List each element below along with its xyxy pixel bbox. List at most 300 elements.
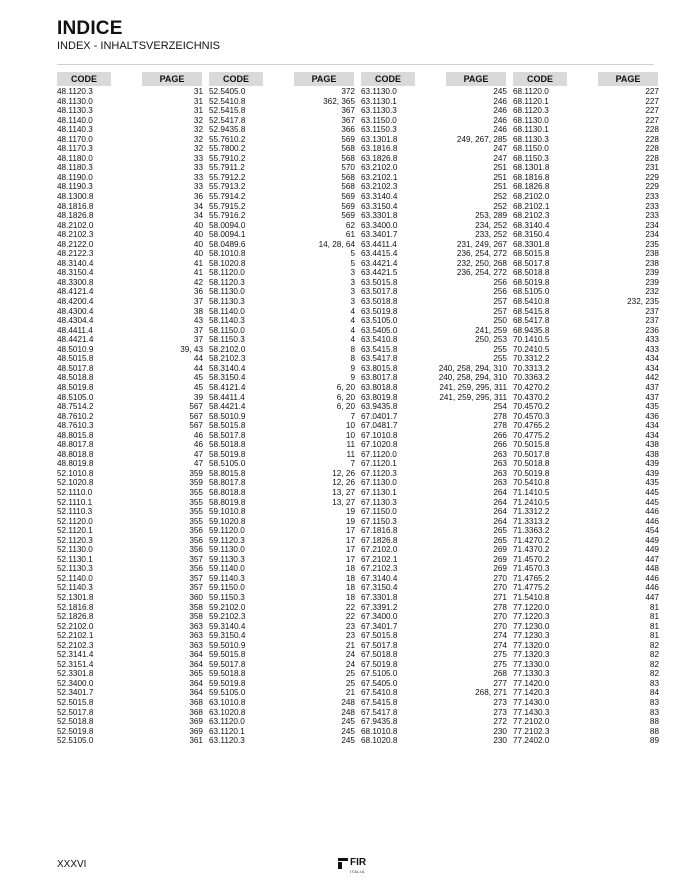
index-row bbox=[207, 326, 357, 336]
part-code: 58.0489.6 bbox=[209, 239, 246, 249]
part-code: 58.4411.4 bbox=[209, 392, 245, 402]
part-code: 58.1140.0 bbox=[209, 306, 245, 316]
part-code: 68.5417.8 bbox=[513, 316, 550, 326]
page-ref: 358 bbox=[189, 612, 203, 622]
index-rows bbox=[511, 87, 661, 746]
index-row bbox=[55, 316, 205, 326]
part-code: 55.7910.2 bbox=[209, 153, 246, 163]
index-row bbox=[55, 125, 205, 135]
index-row bbox=[359, 536, 509, 546]
part-code: 58.1140.3 bbox=[209, 316, 245, 326]
part-code: 63.1130.0 bbox=[361, 87, 397, 96]
part-code: 67.3140.4 bbox=[361, 573, 398, 583]
index-row bbox=[511, 259, 661, 269]
part-code: 59.5010.9 bbox=[209, 640, 246, 650]
page-ref: 434 bbox=[645, 421, 659, 431]
page-ref: 369 bbox=[189, 717, 203, 727]
page-ref: 245 bbox=[341, 726, 355, 736]
page-ref: 36 bbox=[193, 192, 203, 202]
part-code: 67.5405.0 bbox=[361, 678, 398, 688]
page-ref: 252 bbox=[493, 201, 507, 211]
index-row bbox=[207, 536, 357, 546]
part-code: 71.1410.5 bbox=[513, 487, 550, 497]
index-row bbox=[55, 326, 205, 336]
index-row bbox=[55, 536, 205, 546]
part-code: 59.1150.0 bbox=[209, 583, 245, 593]
part-code: 52.5015.8 bbox=[57, 698, 94, 707]
index-row bbox=[511, 354, 661, 364]
index-row bbox=[207, 154, 357, 164]
page-ref: 5 bbox=[350, 249, 355, 259]
page-ref: 6, 20 bbox=[336, 402, 355, 412]
part-code: 48.2102.0 bbox=[57, 220, 94, 230]
part-code: 68.1020.8 bbox=[361, 736, 398, 746]
index-rows bbox=[359, 87, 509, 746]
index-row bbox=[207, 583, 357, 593]
index-row bbox=[207, 354, 357, 364]
part-code: 52.9435.8 bbox=[209, 125, 246, 135]
index-row bbox=[511, 478, 661, 488]
index-row bbox=[359, 297, 509, 307]
part-code: 52.5405.0 bbox=[209, 87, 246, 96]
page-ref: 269 bbox=[493, 554, 507, 564]
page-ref: 246 bbox=[493, 106, 507, 116]
index-row bbox=[207, 240, 357, 250]
index-row bbox=[511, 307, 661, 317]
index-row bbox=[55, 669, 205, 679]
index-row bbox=[359, 736, 509, 746]
part-code: 67.1150.0 bbox=[361, 507, 397, 517]
index-row bbox=[55, 182, 205, 192]
index-row bbox=[207, 373, 357, 383]
index-row bbox=[359, 144, 509, 154]
part-code: 77.1330.3 bbox=[513, 669, 550, 679]
index-row bbox=[55, 297, 205, 307]
part-code: 52.2102.0 bbox=[57, 621, 94, 631]
part-code: 48.4300.4 bbox=[57, 306, 94, 316]
index-row bbox=[511, 268, 661, 278]
index-row bbox=[511, 488, 661, 498]
part-code: 63.2102.0 bbox=[361, 163, 398, 173]
page-ref: 233 bbox=[645, 201, 659, 211]
page-ref: 33 bbox=[193, 182, 203, 192]
part-code: 52.1110.1 bbox=[57, 497, 93, 507]
page-ref: 23 bbox=[345, 631, 355, 641]
page-ref: 446 bbox=[645, 583, 659, 593]
index-row bbox=[359, 708, 509, 718]
page-ref: 356 bbox=[189, 526, 203, 536]
index-row bbox=[207, 498, 357, 508]
index-row bbox=[511, 182, 661, 192]
page-ref: 8 bbox=[350, 354, 355, 364]
part-code: 48.1180.0 bbox=[57, 153, 93, 163]
part-code: 77.1330.0 bbox=[513, 659, 550, 669]
part-code: 77.1430.0 bbox=[513, 698, 550, 707]
part-code: 58.8018.8 bbox=[209, 487, 246, 497]
part-code: 70.3313.2 bbox=[513, 363, 550, 373]
part-code: 48.4200.4 bbox=[57, 297, 94, 307]
part-code: 71.4570.3 bbox=[513, 564, 550, 574]
part-code: 48.1140.3 bbox=[57, 125, 93, 135]
index-row bbox=[511, 717, 661, 727]
index-row bbox=[359, 202, 509, 212]
page-ref: 227 bbox=[645, 106, 659, 116]
index-row bbox=[359, 517, 509, 527]
index-row bbox=[511, 517, 661, 527]
page-ref: 233 bbox=[645, 211, 659, 221]
page-ref: 256 bbox=[493, 287, 507, 297]
index-row bbox=[55, 221, 205, 231]
part-code: 48.1120.3 bbox=[57, 87, 93, 96]
index-row bbox=[207, 335, 357, 345]
index-row bbox=[55, 574, 205, 584]
part-code: 71.4270.2 bbox=[513, 535, 550, 545]
index-row bbox=[207, 192, 357, 202]
index-row bbox=[359, 603, 509, 613]
part-code: 52.3141.4 bbox=[57, 650, 94, 660]
part-code: 68.2102.3 bbox=[513, 211, 550, 221]
part-code: 58.3150.4 bbox=[209, 373, 246, 383]
index-row bbox=[55, 688, 205, 698]
part-code: 52.1110.0 bbox=[57, 487, 93, 497]
index-row bbox=[207, 97, 357, 107]
index-row bbox=[207, 488, 357, 498]
part-code: 68.1826.8 bbox=[513, 182, 550, 192]
index-row bbox=[55, 545, 205, 555]
part-code: 58.1120.3 bbox=[209, 277, 245, 287]
part-code: 67.3391.2 bbox=[361, 602, 398, 612]
page-ref: 251 bbox=[493, 182, 507, 192]
part-code: 58.5018.8 bbox=[209, 440, 246, 450]
page-ref: 37 bbox=[193, 335, 203, 345]
part-code: 58.2102.3 bbox=[209, 354, 246, 364]
page-number: XXXVI bbox=[57, 859, 87, 870]
index-row bbox=[511, 402, 661, 412]
page-ref: 357 bbox=[189, 573, 203, 583]
part-code: 68.3150.4 bbox=[513, 230, 550, 240]
index-row bbox=[359, 679, 509, 689]
page-ref: 569 bbox=[341, 134, 355, 144]
part-code: 77.2102.0 bbox=[513, 717, 550, 727]
page-ref: 568 bbox=[341, 144, 355, 154]
page-ref: 47 bbox=[193, 449, 203, 459]
page-ref: 362, 365 bbox=[323, 96, 355, 106]
part-code: 48.5010.9 bbox=[57, 344, 94, 354]
index-row bbox=[207, 431, 357, 441]
index-row bbox=[207, 116, 357, 126]
page-ref: 246 bbox=[493, 115, 507, 125]
page-ref: 434 bbox=[645, 363, 659, 373]
page-ref: 19 bbox=[345, 507, 355, 517]
index-row bbox=[207, 106, 357, 116]
part-code: 67.1130.3 bbox=[361, 497, 397, 507]
index-row bbox=[55, 507, 205, 517]
page-ref: 272 bbox=[493, 717, 507, 727]
part-code: 48.5018.8 bbox=[57, 373, 94, 383]
part-code: 67.5018.8 bbox=[361, 650, 398, 660]
index-row bbox=[207, 688, 357, 698]
part-code: 52.1020.8 bbox=[57, 478, 94, 488]
part-code: 70.4270.2 bbox=[513, 382, 550, 392]
code-header: CODE bbox=[361, 72, 415, 86]
index-row bbox=[55, 202, 205, 212]
part-code: 58.5019.8 bbox=[209, 449, 246, 459]
part-code: 48.1180.3 bbox=[57, 163, 93, 173]
index-row bbox=[207, 345, 357, 355]
page-title: INDICE bbox=[57, 18, 123, 39]
index-row bbox=[359, 412, 509, 422]
part-code: 63.8015.8 bbox=[361, 363, 398, 373]
part-code: 52.1120.0 bbox=[57, 516, 93, 526]
fir-italia-logo bbox=[338, 857, 367, 874]
page-ref: 367 bbox=[341, 106, 355, 116]
page-ref: 83 bbox=[649, 707, 659, 717]
page-ref: 227 bbox=[645, 115, 659, 125]
index-row bbox=[511, 650, 661, 660]
index-row bbox=[55, 402, 205, 412]
part-code: 63.3400.0 bbox=[361, 220, 398, 230]
index-rows bbox=[55, 87, 205, 746]
index-row bbox=[511, 536, 661, 546]
page-ref: 255 bbox=[493, 344, 507, 354]
index-row bbox=[207, 574, 357, 584]
page-ref: 278 bbox=[493, 421, 507, 431]
page-ref: 445 bbox=[645, 497, 659, 507]
part-code: 52.1301.8 bbox=[57, 592, 94, 602]
index-row bbox=[207, 259, 357, 269]
page-ref: 447 bbox=[645, 592, 659, 602]
part-code: 52.1120.3 bbox=[57, 535, 93, 545]
part-code: 52.5415.8 bbox=[209, 106, 246, 116]
index-row bbox=[207, 230, 357, 240]
part-code: 52.5017.8 bbox=[57, 707, 94, 717]
index-row bbox=[359, 154, 509, 164]
index-row bbox=[511, 125, 661, 135]
part-code: 77.1230.3 bbox=[513, 631, 550, 641]
index-rows bbox=[207, 87, 357, 746]
part-code: 58.4421.4 bbox=[209, 402, 246, 412]
part-code: 52.1110.3 bbox=[57, 507, 93, 517]
index-row bbox=[359, 583, 509, 593]
part-code: 77.1320.0 bbox=[513, 640, 550, 650]
index-row bbox=[359, 259, 509, 269]
index-row bbox=[55, 335, 205, 345]
index-row bbox=[55, 144, 205, 154]
logo-text: FIR bbox=[350, 857, 367, 868]
part-code: 67.3401.7 bbox=[361, 621, 398, 631]
index-row bbox=[511, 154, 661, 164]
index-row bbox=[55, 469, 205, 479]
page-ref: 44 bbox=[193, 363, 203, 373]
part-code: 63.1120.0 bbox=[209, 717, 245, 727]
index-row bbox=[55, 679, 205, 689]
page-ref: 83 bbox=[649, 698, 659, 707]
page-ref: 434 bbox=[645, 430, 659, 440]
page-ref: 13, 27 bbox=[332, 487, 355, 497]
part-code: 70.5017.8 bbox=[513, 449, 550, 459]
page-ref: 365 bbox=[189, 669, 203, 679]
part-code: 55.7610.2 bbox=[209, 134, 246, 144]
part-code: 52.1140.3 bbox=[57, 583, 93, 593]
index-row bbox=[55, 87, 205, 97]
part-code: 63.1130.1 bbox=[361, 96, 397, 106]
page-ref: 568 bbox=[341, 182, 355, 192]
page-ref: 22 bbox=[345, 602, 355, 612]
index-row bbox=[511, 679, 661, 689]
page-ref: 81 bbox=[649, 631, 659, 641]
part-code: 67.1130.1 bbox=[361, 487, 397, 497]
page-ref: 47 bbox=[193, 459, 203, 469]
index-row bbox=[511, 469, 661, 479]
part-code: 52.1816.8 bbox=[57, 602, 94, 612]
part-code: 70.4765.2 bbox=[513, 421, 550, 431]
page-ref: 43 bbox=[193, 316, 203, 326]
page-ref: 246 bbox=[493, 125, 507, 135]
page-ref: 368 bbox=[189, 698, 203, 707]
part-code: 67.9435.8 bbox=[361, 717, 398, 727]
page-ref: 40 bbox=[193, 239, 203, 249]
page-ref: 355 bbox=[189, 516, 203, 526]
index-row bbox=[55, 259, 205, 269]
part-code: 48.1130.3 bbox=[57, 106, 93, 116]
page-ref: 438 bbox=[645, 449, 659, 459]
index-row bbox=[207, 526, 357, 536]
page-ref: 240, 258, 294, 310 bbox=[438, 373, 507, 383]
index-row bbox=[359, 211, 509, 221]
part-code: 67.1010.8 bbox=[361, 430, 398, 440]
index-row bbox=[207, 211, 357, 221]
part-code: 48.3150.4 bbox=[57, 268, 94, 278]
part-code: 48.5019.8 bbox=[57, 382, 94, 392]
page-ref: 356 bbox=[189, 535, 203, 545]
page-ref: 4 bbox=[350, 306, 355, 316]
index-row bbox=[511, 335, 661, 345]
part-code: 77.2402.0 bbox=[513, 736, 550, 746]
page-ref: 435 bbox=[645, 402, 659, 412]
part-code: 59.5015.8 bbox=[209, 650, 246, 660]
part-code: 67.1130.0 bbox=[361, 478, 397, 488]
index-row bbox=[55, 603, 205, 613]
index-row bbox=[359, 488, 509, 498]
part-code: 67.0401.7 bbox=[361, 411, 398, 421]
part-code: 52.5410.8 bbox=[209, 96, 246, 106]
index-row bbox=[359, 354, 509, 364]
page-header: PAGE bbox=[598, 72, 658, 86]
page-ref: 236, 254, 272 bbox=[456, 249, 507, 259]
part-code: 48.1190.0 bbox=[57, 172, 93, 182]
part-code: 48.5105.0 bbox=[57, 392, 94, 402]
page-ref: 257 bbox=[493, 297, 507, 307]
index-row bbox=[359, 717, 509, 727]
index-row bbox=[55, 163, 205, 173]
page-ref: 264 bbox=[493, 497, 507, 507]
page-ref: 263 bbox=[493, 468, 507, 478]
page-ref: 372 bbox=[341, 87, 355, 96]
page-ref: 277 bbox=[493, 678, 507, 688]
page-ref: 228 bbox=[645, 153, 659, 163]
page-ref: 11 bbox=[346, 440, 355, 450]
index-row bbox=[511, 622, 661, 632]
part-code: 63.1301.8 bbox=[361, 134, 398, 144]
part-code: 48.8019.8 bbox=[57, 459, 94, 469]
page-ref: 251 bbox=[493, 163, 507, 173]
index-row bbox=[55, 354, 205, 364]
index-row bbox=[55, 708, 205, 718]
index-row bbox=[207, 364, 357, 374]
part-code: 77.1220.0 bbox=[513, 602, 550, 612]
code-header: CODE bbox=[513, 72, 567, 86]
index-row bbox=[207, 278, 357, 288]
part-code: 55.7915.2 bbox=[209, 201, 246, 211]
part-code: 58.8017.8 bbox=[209, 478, 246, 488]
index-row bbox=[359, 478, 509, 488]
part-code: 68.5410.8 bbox=[513, 297, 550, 307]
index-row bbox=[55, 192, 205, 202]
part-code: 67.5415.8 bbox=[361, 698, 398, 707]
part-code: 48.1826.8 bbox=[57, 211, 94, 221]
part-code: 77.1420.0 bbox=[513, 678, 550, 688]
page-ref: 40 bbox=[193, 220, 203, 230]
part-code: 70.5410.8 bbox=[513, 478, 550, 488]
index-row bbox=[359, 507, 509, 517]
page-ref: 355 bbox=[189, 507, 203, 517]
part-code: 63.3401.7 bbox=[361, 230, 398, 240]
page-ref: 234 bbox=[645, 220, 659, 230]
part-code: 58.5017.8 bbox=[209, 430, 246, 440]
index-row bbox=[207, 708, 357, 718]
part-code: 48.8017.8 bbox=[57, 440, 94, 450]
page-ref: 228 bbox=[645, 134, 659, 144]
index-row bbox=[55, 440, 205, 450]
index-row bbox=[359, 364, 509, 374]
index-row bbox=[511, 221, 661, 231]
page-ref: 271 bbox=[493, 592, 507, 602]
part-code: 70.5015.8 bbox=[513, 440, 550, 450]
part-code: 59.5018.8 bbox=[209, 669, 246, 679]
page-ref: 7 bbox=[350, 411, 355, 421]
index-row bbox=[511, 249, 661, 259]
page-ref: 82 bbox=[649, 659, 659, 669]
part-code: 67.1826.8 bbox=[361, 535, 398, 545]
index-row bbox=[511, 240, 661, 250]
part-code: 67.1120.1 bbox=[361, 459, 397, 469]
page-ref: 368 bbox=[189, 707, 203, 717]
index-row bbox=[359, 650, 509, 660]
index-row bbox=[511, 564, 661, 574]
part-code: 67.5017.8 bbox=[361, 640, 398, 650]
part-code: 48.7610.2 bbox=[57, 411, 94, 421]
page-ref: 248 bbox=[341, 698, 355, 707]
page-ref: 46 bbox=[193, 440, 203, 450]
page-ref: 37 bbox=[193, 325, 203, 335]
part-code: 68.5019.8 bbox=[513, 277, 550, 287]
page-ref: 19 bbox=[345, 516, 355, 526]
index-row bbox=[511, 583, 661, 593]
index-row bbox=[207, 603, 357, 613]
index-row bbox=[55, 498, 205, 508]
index-row bbox=[55, 421, 205, 431]
page-ref: 446 bbox=[645, 573, 659, 583]
page-ref: 33 bbox=[193, 163, 203, 173]
part-code: 59.1140.0 bbox=[209, 564, 245, 574]
page-ref: 227 bbox=[645, 96, 659, 106]
page-ref: 4 bbox=[350, 335, 355, 345]
page-ref: 39, 43 bbox=[180, 344, 203, 354]
column-header bbox=[511, 72, 661, 86]
page-ref: 32 bbox=[193, 134, 203, 144]
index-row bbox=[55, 97, 205, 107]
part-code: 67.2102.1 bbox=[361, 554, 398, 564]
